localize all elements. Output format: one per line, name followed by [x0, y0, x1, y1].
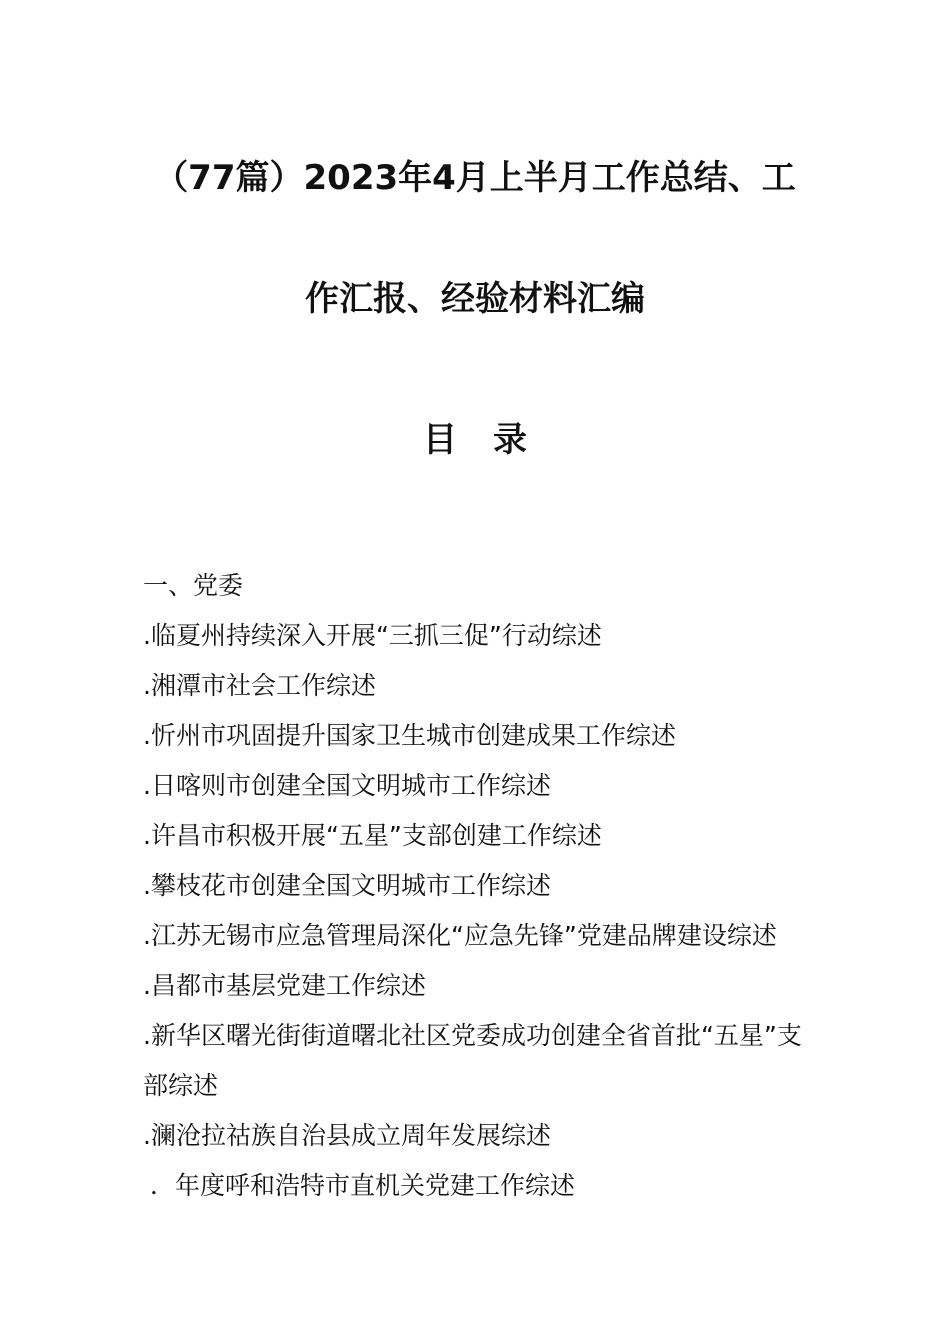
toc-item: .许昌市积极开展“五星”支部创建工作综述: [143, 821, 602, 850]
toc-heading: 目录: [423, 420, 563, 460]
table-of-contents: [143, 561, 823, 1211]
toc-item: .新华区曙光街街道曙北社区党委成功创建全省首批“五星”支部综述: [143, 1021, 802, 1100]
toc-item: .攀枝花市创建全国文明城市工作综述: [143, 871, 551, 900]
toc-section-heading: 一、党委: [143, 571, 244, 600]
toc-item: .江苏无锡市应急管理局深化“应急先锋”党建品牌建设综述: [143, 921, 777, 950]
document-title-line-2: 作汇报、经验材料汇编: [305, 279, 645, 319]
toc-item: ．年度呼和浩特市直机关党建工作综述: [150, 1171, 576, 1200]
toc-item: .昌都市基层党建工作综述: [143, 971, 426, 1000]
toc-item: .湘潭市社会工作综述: [143, 671, 376, 700]
toc-item: .忻州市巩固提升国家卫生城市创建成果工作综述: [143, 721, 676, 750]
toc-item: .澜沧拉祜族自治县成立周年发展综述: [143, 1121, 551, 1150]
toc-item: .日喀则市创建全国文明城市工作综述: [143, 771, 551, 800]
toc-item: .临夏州持续深入开展“三抓三促”行动综述: [143, 621, 602, 650]
document-title-line-1: （77篇）2023年4月上半月工作总结、工: [154, 158, 796, 198]
